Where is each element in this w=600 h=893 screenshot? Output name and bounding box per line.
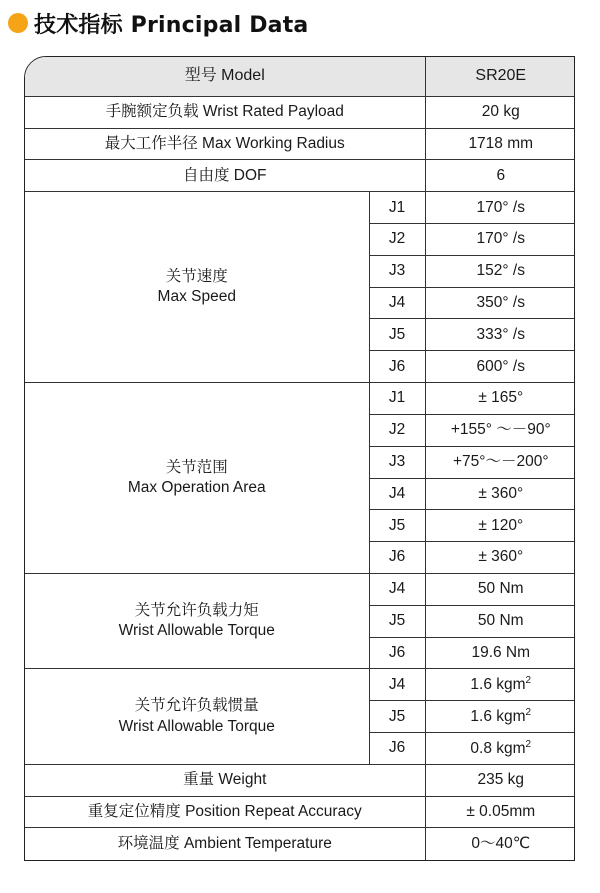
value-cell: [425, 669, 575, 701]
joint-cell: J2: [369, 414, 425, 446]
dof-label: 自由度 DOF: [25, 160, 425, 192]
weight-label: 重量 Weight: [25, 764, 425, 796]
bullet-dot-icon: [8, 13, 28, 33]
value-cell: +75°～－200°: [425, 446, 575, 478]
table-row: [25, 160, 575, 192]
inertia-label: [25, 669, 369, 764]
temp-value: 0～40℃: [425, 828, 575, 860]
joint-cell: J4: [369, 573, 425, 605]
temp-label: 环境温度 Ambient Temperature: [25, 828, 425, 860]
value-cell: ± 360°: [425, 542, 575, 574]
value-cell: [425, 733, 575, 765]
repeat-value: ± 0.05mm: [425, 796, 575, 828]
inertia-label-en: Wrist Allowable Torque: [118, 717, 275, 735]
joint-cell: J3: [369, 255, 425, 287]
table-row: [25, 383, 575, 415]
joint-cell: J3: [369, 446, 425, 478]
inertia-value: 1.6 kgm: [470, 676, 526, 694]
table-row: [25, 128, 575, 160]
table-row: [25, 96, 575, 128]
radius-label: 最大工作半径 Max Working Radius: [25, 128, 425, 160]
area-label-cn: 关节范围: [165, 458, 228, 476]
inertia-value: 1.6 kgm: [470, 708, 526, 726]
torque-label: [25, 573, 369, 668]
spec-table: [24, 56, 575, 861]
joint-cell: J1: [369, 192, 425, 224]
speed-label-en: Max Speed: [157, 288, 236, 306]
value-cell: 170° /s: [425, 192, 575, 224]
value-cell: +155° ～－90°: [425, 414, 575, 446]
joint-cell: J5: [369, 319, 425, 351]
payload-value: 20 kg: [425, 96, 575, 128]
joint-cell: J6: [369, 733, 425, 765]
value-cell: 50 Nm: [425, 573, 575, 605]
header-label: 型号 Model: [25, 57, 425, 96]
table-row: [25, 669, 575, 701]
value-cell: [425, 701, 575, 733]
speed-label: [25, 192, 369, 383]
joint-cell: J6: [369, 542, 425, 574]
area-label: [25, 383, 369, 574]
value-cell: ± 120°: [425, 510, 575, 542]
joint-cell: J4: [369, 669, 425, 701]
joint-cell: J4: [369, 287, 425, 319]
value-cell: 50 Nm: [425, 605, 575, 637]
table-row: [25, 828, 575, 860]
speed-label-cn: 关节速度: [165, 268, 228, 286]
joint-cell: J5: [369, 510, 425, 542]
area-label-en: Max Operation Area: [127, 479, 266, 497]
joint-cell: J6: [369, 351, 425, 383]
inertia-unit-exponent: 2: [525, 738, 532, 750]
inertia-label-cn: 关节允许负载惯量: [134, 697, 259, 715]
repeat-label: 重复定位精度 Position Repeat Accuracy: [25, 796, 425, 828]
inertia-value: 0.8 kgm: [470, 739, 526, 757]
joint-cell: J1: [369, 383, 425, 415]
value-cell: ± 360°: [425, 478, 575, 510]
value-cell: 333° /s: [425, 319, 575, 351]
weight-value: 235 kg: [425, 764, 575, 796]
joint-cell: J5: [369, 605, 425, 637]
torque-label-en: Wrist Allowable Torque: [118, 622, 275, 640]
table-row: [25, 192, 575, 224]
joint-cell: J4: [369, 478, 425, 510]
value-cell: 19.6 Nm: [425, 637, 575, 669]
value-cell: ± 165°: [425, 383, 575, 415]
value-cell: 350° /s: [425, 287, 575, 319]
heading-title: 技术指标 Principal Data: [34, 12, 309, 38]
dof-value: 6: [425, 160, 575, 192]
header-value: SR20E: [425, 57, 575, 96]
joint-cell: J2: [369, 224, 425, 256]
torque-label-cn: 关节允许负载力矩: [134, 602, 259, 620]
table-row: [25, 796, 575, 828]
inertia-unit-exponent: 2: [525, 707, 532, 719]
payload-label: 手腕额定负载 Wrist Rated Payload: [25, 96, 425, 128]
table-header-row: [25, 57, 575, 96]
joint-cell: J6: [369, 637, 425, 669]
joint-cell: J5: [369, 701, 425, 733]
radius-value: 1718 mm: [425, 128, 575, 160]
section-heading: [8, 6, 308, 40]
value-cell: 152° /s: [425, 255, 575, 287]
table-row: [25, 764, 575, 796]
value-cell: 170° /s: [425, 224, 575, 256]
inertia-unit-exponent: 2: [525, 675, 532, 687]
table-row: [25, 573, 575, 605]
value-cell: 600° /s: [425, 351, 575, 383]
